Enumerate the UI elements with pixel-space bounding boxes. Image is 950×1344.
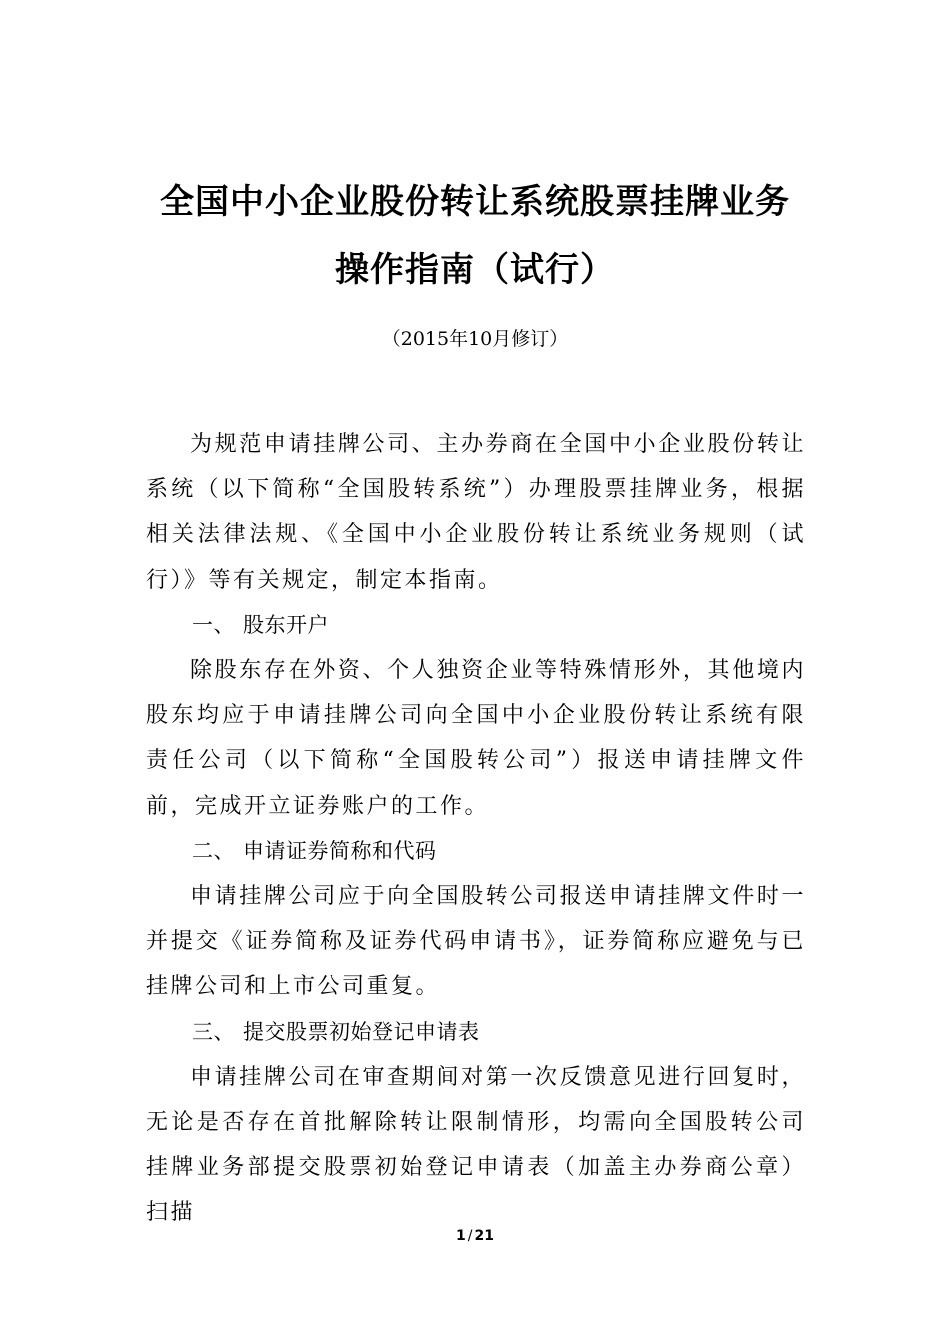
section-number: 一、 — [192, 612, 235, 637]
section-paragraph: 除股东存在外资、个人独资企业等特殊情形外，其他境内股东均应于申请挂牌公司向全国中小企业股份转让系统有限责任公司（以下简称“全国股转公司”）报送申请挂牌文件前，完成开立证券账户的工作。 — [146, 658, 806, 819]
document-title-line-2: 操作指南（试行） — [335, 250, 615, 290]
revision-note: （2015年10月修订） — [381, 328, 569, 350]
section-title: 提交股票初始登记申请表 — [243, 1019, 480, 1044]
section-heading — [146, 829, 806, 874]
section-title: 申请证券简称和代码 — [243, 838, 437, 863]
section-paragraph: 申请挂牌公司在审查期间对第一次反馈意见进行回复时，无论是否存在首批解除转让限制情形，均需向全国股转公司挂牌业务部提交股票初始登记申请表（加盖主办券商公章）扫描 — [146, 1064, 806, 1226]
document-body — [146, 422, 806, 1236]
section-number: 二、 — [192, 838, 235, 863]
page-number — [0, 1226, 950, 1246]
section-number: 三、 — [192, 1019, 235, 1044]
section-heading — [146, 603, 806, 648]
page-separator: / — [467, 1228, 473, 1244]
section-title: 股东开户 — [243, 612, 329, 637]
section-heading — [146, 1010, 806, 1055]
page-current: 1 — [456, 1228, 466, 1244]
document-title-line-1: 全国中小企业股份转让系统股票挂牌业务 — [160, 182, 790, 222]
page-total: 21 — [474, 1228, 494, 1244]
section-paragraph: 申请挂牌公司应于向全国股转公司报送申请挂牌文件时一并提交《证券简称及证券代码申请书》，证券简称应避免与已挂牌公司和上市公司重复。 — [146, 884, 806, 1000]
intro-paragraph: 为规范申请挂牌公司、主办券商在全国中小企业股份转让系统（以下简称“全国股转系统”）办理股票挂牌业务，根据相关法律法规、《全国中小企业股份转让系统业务规则（试行）》等有关规定，制定本指南。 — [146, 432, 806, 593]
